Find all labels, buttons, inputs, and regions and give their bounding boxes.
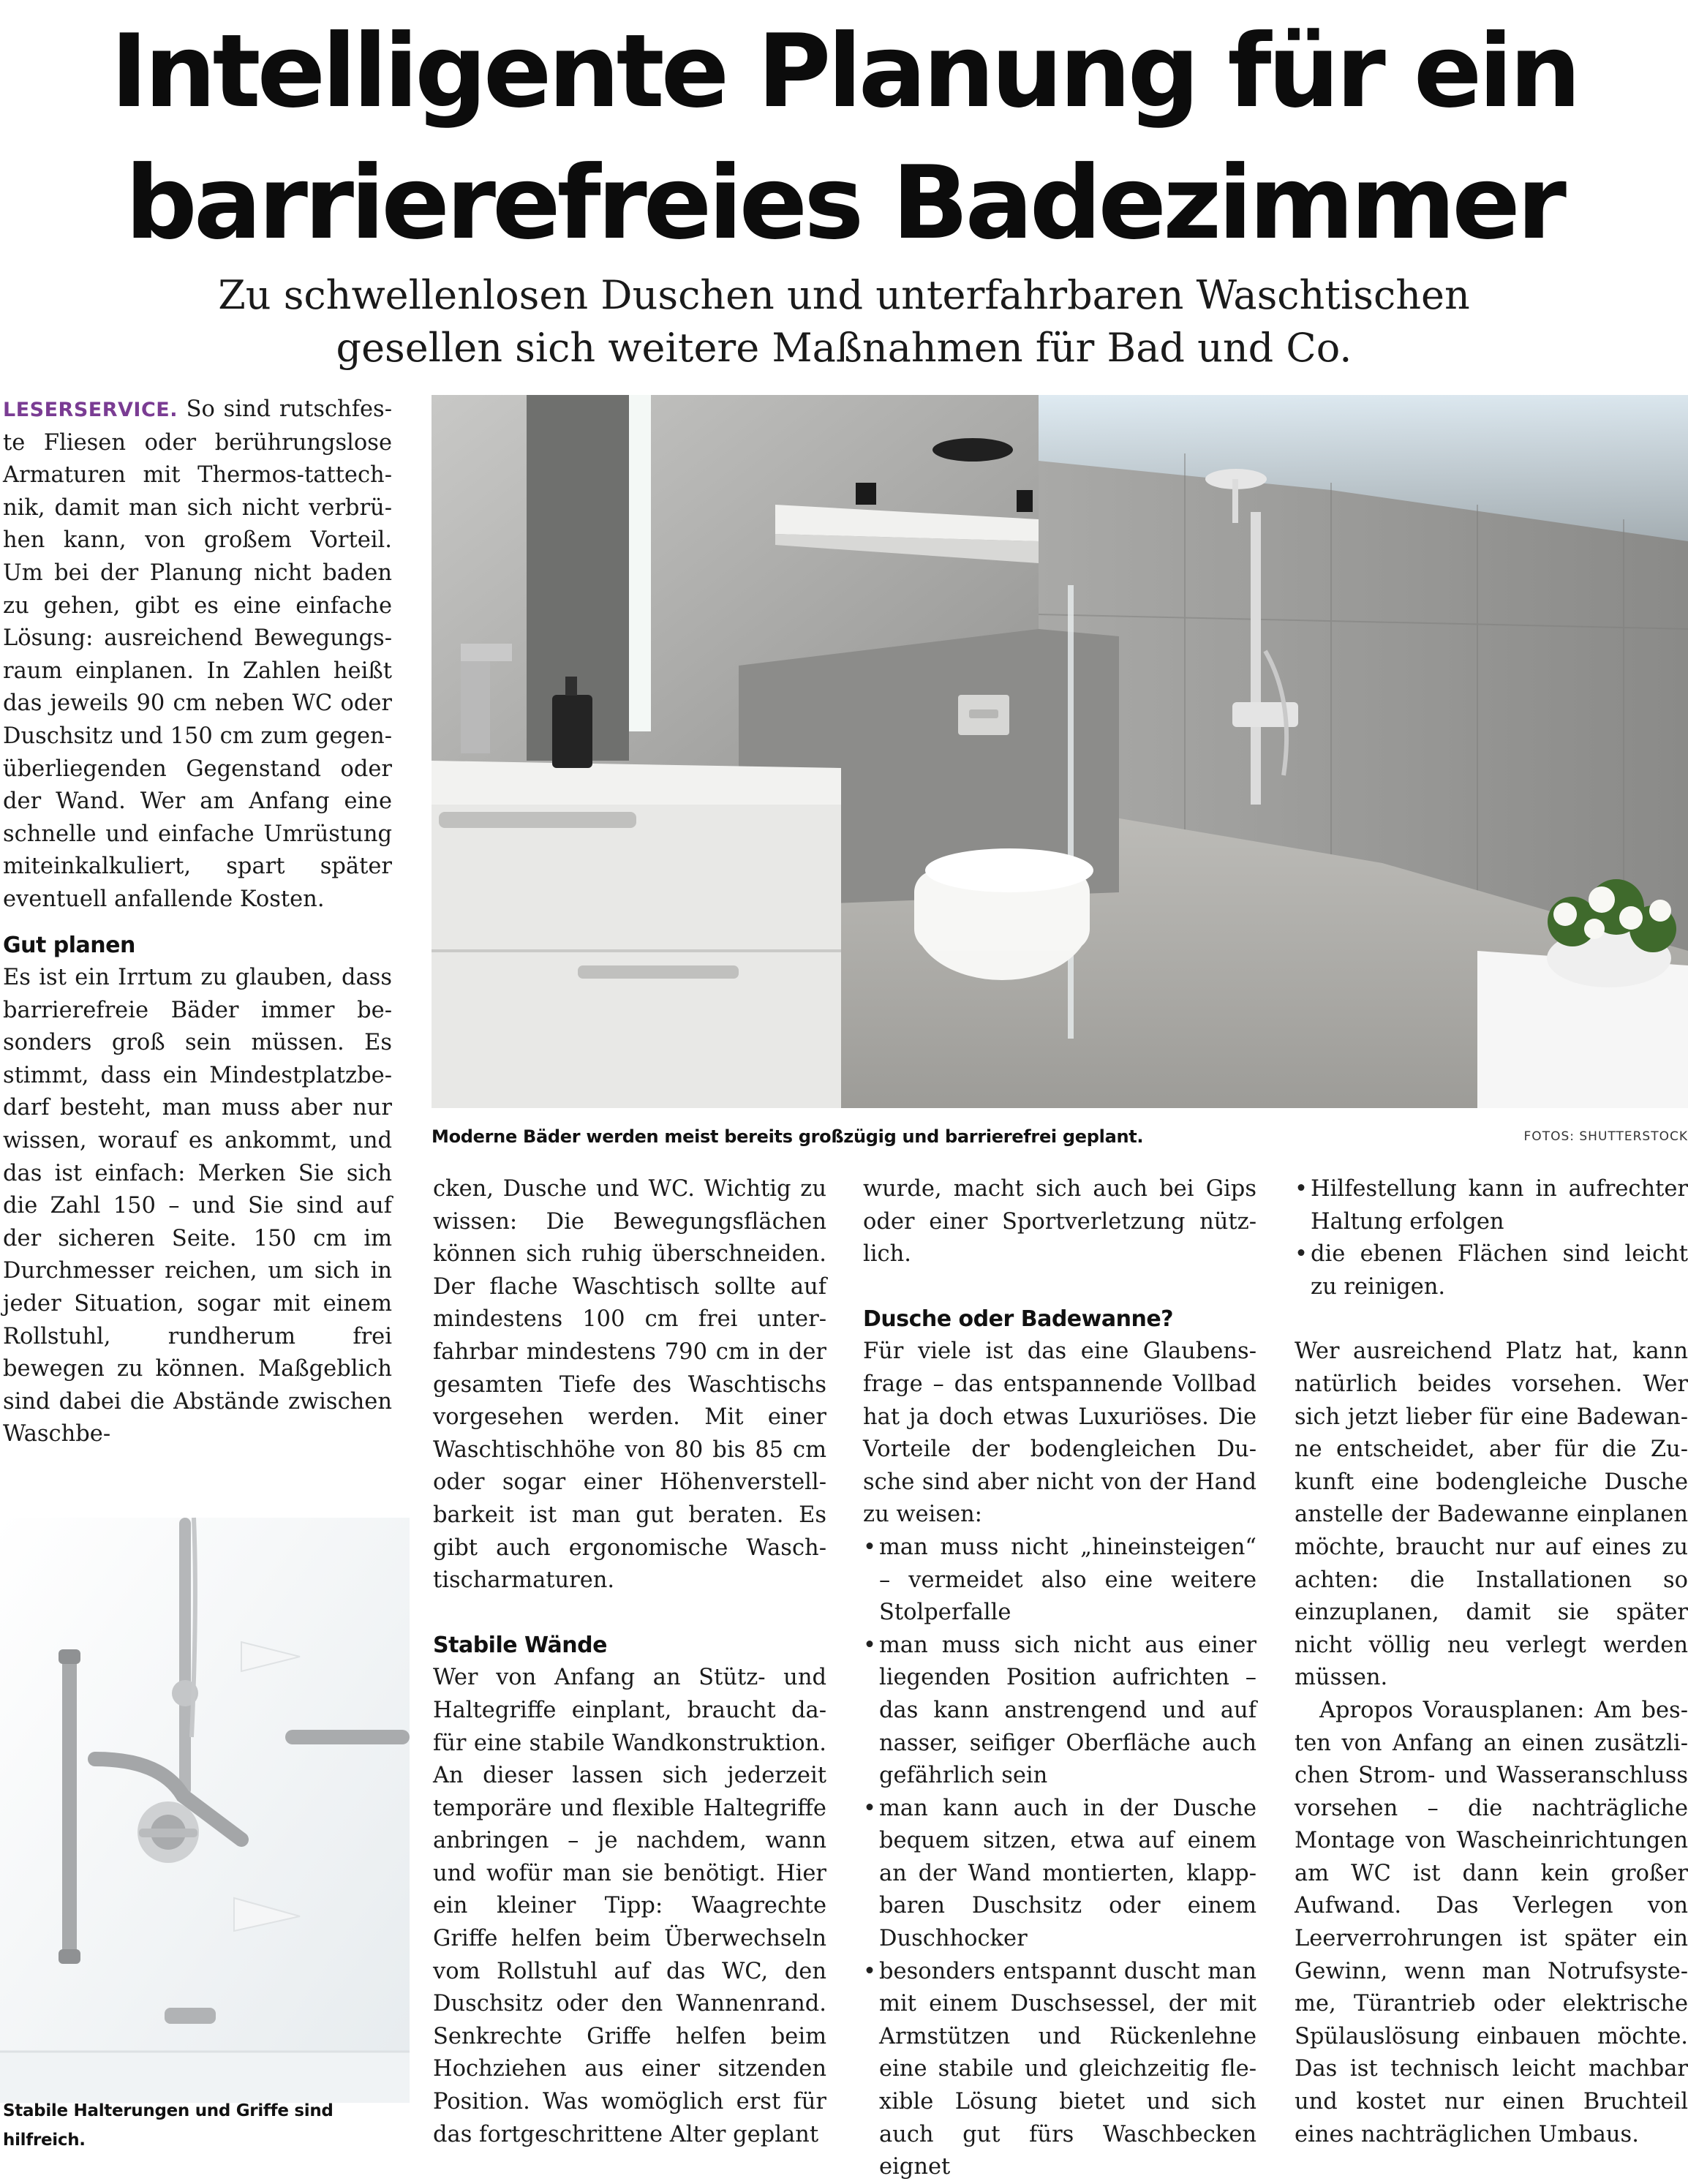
side-photo-grab-bars xyxy=(0,1518,410,2103)
article-column-2 xyxy=(433,1173,826,2151)
heading-stabile-waende: Stabile Wände xyxy=(433,1632,607,1658)
gut-planen-paragraph: Es ist ein Irrtum zu glauben, dass barrierefreie Bäder immer besonders groß sein müssen. Es stimmt, dass ein Mindestplatzbedarf besteht, man muss aber nur wissen, worauf es ankommt, und das ist einfach: Merken Sie sich die Zahl 150 – und Sie sind auf der sicheren Seite. 150 cm im Durchmesser reichen, um sich in jeder Situation, sogar mit einem Rollstuhl, rundherum frei bewegen zu können. Maßgeblich sind dabei die Abstände zwischen Waschbe- xyxy=(3,965,392,1447)
kicker-leserservice: LESERSERVICE. xyxy=(3,399,178,421)
article-column-1 xyxy=(3,394,392,1451)
list-item: • man muss nicht „hineinsteigen“ – vermeidet also eine weitere Stolperfalle xyxy=(863,1532,1256,1630)
list-item: • besonders entspannt duscht man mit einem Duschsessel, der mit Armstützen und Rückenlehne eine stabile und gleichzeitig flexible Lösung bietet und sich auch gut fürs Waschbecken eignet xyxy=(863,1956,1256,2184)
main-photo-bathroom xyxy=(432,395,1688,1108)
intro-text: So sind rutschfeste Fliesen oder berührungslose Armaturen mit Thermos-tattechnik, damit man sich nicht verbrühen kann, von großem Vorteil. Um bei der Planung nicht baden zu gehen, gibt es eine einfache Lösung: ausreichend Bewegungsraum einplanen. In Zahlen heißt das jeweils 90 cm neben WC oder Duschsitz und 150 cm zum gegenüberliegenden Gegenstand oder der Wand. Wer am Anfang eine schnelle und einfache Umrüstung miteinkalkuliert, spart später eventuell anfallende Kosten. xyxy=(3,396,392,912)
shower-advantages-list-continued xyxy=(1295,1173,1688,1303)
list-item: • die ebenen Flächen sind leicht zu reinigen. xyxy=(1295,1238,1688,1303)
column-3-paragraph-2: Für viele ist das eine Glaubensfrage – das entspannende Vollbad hat ja doch etwas Luxuriöses. Die Vorteile der bodengleichen Dusche sind aber nicht von der Hand zu weisen: xyxy=(863,1338,1256,1528)
heading-gut-planen: Gut planen xyxy=(3,932,135,958)
list-item: • Hilfestellung kann in aufrechter Haltung erfolgen xyxy=(1295,1173,1688,1238)
intro-paragraph xyxy=(3,394,392,916)
column-2-paragraph-2: Wer von Anfang an Stütz- und Haltegriffe einplant, braucht dafür eine stabile Wandkonstruktion. An dieser lassen sich jederzeit temporäre und flexible Haltegriffe anbringen – je nachdem, wann und wofür man sie benötigt. Hier ein kleiner Tipp: Waagrechte Griffe helfen beim Überwechseln vom Rollstuhl auf das WC, den Duschsitz oder den Wannenrand. Senkrechte Griffe helfen beim Hochziehen aus einer sitzenden Position. Was womöglich erst für das fortgeschrittene Alter geplant xyxy=(433,1665,826,2147)
headline-line-2: barrierefreies Badezimmer xyxy=(125,144,1563,262)
subheadline xyxy=(0,269,1688,374)
column-4-paragraph-1: Wer ausreichend Platz hat, kann natürlich beides vorsehen. Wer sich jetzt lieber für eine Badewanne entscheidet, aber für die Zukunft eine bodengleiche Dusche anstelle der Badewanne einplanen möchte, braucht nur auf eines zu achten: die Installationen so einzuplanen, damit sie später nicht völlig neu verlegt werden müssen. xyxy=(1295,1338,1688,1691)
column-2-paragraph-1: cken, Dusche und WC. Wichtig zu wissen: Die Bewegungsflächen können sich ruhig überschneiden. Der flache Waschtisch sollte auf mindestens 100 cm frei unterfahrbar mindestens 790 cm in der gesamten Tiefe des Waschtischs vorgesehen werden. Mit einer Waschtischhöhe von 80 bis 85 cm oder sogar einer Höhenverstellbarkeit ist man gut beraten. Es gibt auch ergonomische Waschtischarmaturen. xyxy=(433,1176,826,1594)
side-photo-caption: Stabile Halterungen und Griffe sind hilfreich. xyxy=(3,2101,334,2150)
shower-advantages-list xyxy=(863,1532,1256,2184)
heading-dusche-oder-badewanne: Dusche oder Badewanne? xyxy=(863,1306,1174,1332)
column-3-paragraph-1: wurde, macht sich auch bei Gips oder einer Sportverletzung nützlich. xyxy=(863,1176,1256,1268)
column-4-paragraph-2: Apropos Vorausplanen: Am besten von Anfang an einen zusätzlichen Strom- und Wasseranschluss vorsehen – die nachträgliche Montage von Wascheinrichtungen am WC ist dann kein großer Aufwand. Das Verlegen von Leerverrohrungen ist später ein Gewinn, wenn man Notrufsysteme, Türantrieb oder elektrische Spülauslösung einbauen möchte. Das ist technisch leicht machbar und kostet nur einen Bruchteil eines nachträglichen Umbaus. xyxy=(1295,1697,1688,2147)
main-photo-caption: Moderne Bäder werden meist bereits großzügig und barrierefrei geplant. xyxy=(432,1126,1144,1147)
subheadline-line-1: Zu schwellenlosen Duschen und unterfahrbaren Waschtischen xyxy=(218,272,1470,318)
list-item: • man kann auch in der Dusche bequem sitzen, etwa auf einem an der Wand montierten, klappbaren Duschsitz oder einem Duschhocker xyxy=(863,1793,1256,1956)
article-column-4 xyxy=(1295,1173,1688,2151)
headline-line-1: Intelligente Planung für ein xyxy=(110,12,1578,130)
subheadline-line-2: gesellen sich weitere Maßnahmen für Bad und Co. xyxy=(336,325,1352,371)
photo-credit: FOTOS: SHUTTERSTOCK xyxy=(1523,1129,1688,1144)
article-column-3 xyxy=(863,1173,1256,2184)
list-item: • man muss sich nicht aus einer liegenden Position aufrichten – das kann anstrengend und auf nasser, seifiger Oberfläche auch gefährlich sein xyxy=(863,1630,1256,1793)
headline xyxy=(0,6,1688,269)
